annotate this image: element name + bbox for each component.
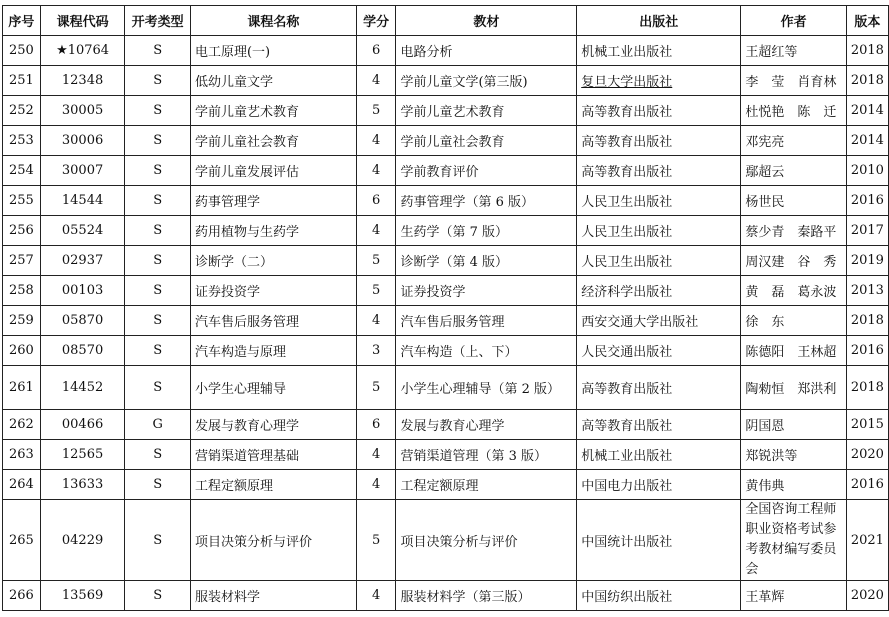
cell-credit: 4 [356,440,396,470]
table-row [3,246,889,276]
cell-credit: 4 [356,470,396,500]
cell-code: 04229 [40,500,125,581]
table-row [3,366,889,410]
cell-type: G [125,410,191,440]
cell-textbook: 汽车售后服务管理 [396,306,577,336]
cell-code: 12348 [40,66,125,96]
cell-type: S [125,336,191,366]
cell-seq: 255 [3,186,41,216]
cell-seq: 252 [3,96,41,126]
cell-type: S [125,440,191,470]
cell-course: 发展与教育心理学 [190,410,356,440]
cell-credit: 3 [356,336,396,366]
course-table [2,5,889,611]
cell-credit: 5 [356,500,396,581]
cell-textbook: 汽车构造（上、下） [396,336,577,366]
cell-year: 2018 [846,66,888,96]
cell-code: 08570 [40,336,125,366]
cell-seq: 261 [3,366,41,410]
table-row [3,186,889,216]
table-row [3,500,889,581]
cell-seq: 264 [3,470,41,500]
cell-textbook: 学前儿童文学(第三版) [396,66,577,96]
cell-type: S [125,36,191,66]
header-course-name: 课程名称 [190,6,356,36]
cell-code: 30007 [40,156,125,186]
table-row [3,410,889,440]
cell-course: 汽车构造与原理 [190,336,356,366]
cell-year: 2018 [846,366,888,410]
cell-type: S [125,186,191,216]
header-course-code: 课程代码 [40,6,125,36]
cell-year: 2021 [846,500,888,581]
table-row [3,336,889,366]
cell-textbook: 营销渠道管理（第 3 版） [396,440,577,470]
cell-seq: 258 [3,276,41,306]
cell-author: 黄伟典 [741,470,846,500]
header-row [3,6,889,36]
cell-type: S [125,581,191,611]
cell-textbook: 证券投资学 [396,276,577,306]
cell-textbook: 诊断学（第 4 版） [396,246,577,276]
cell-year: 2013 [846,276,888,306]
cell-credit: 4 [356,66,396,96]
cell-course: 学前儿童发展评估 [190,156,356,186]
cell-author: 蔡少青 秦路平 [741,216,846,246]
cell-publisher: 高等教育出版社 [577,156,741,186]
cell-seq: 260 [3,336,41,366]
header-edition: 版本 [846,6,888,36]
cell-author: 陈德阳 王林超 [741,336,846,366]
cell-publisher: 高等教育出版社 [577,366,741,410]
cell-seq: 253 [3,126,41,156]
cell-author: 黄 磊 葛永波 [741,276,846,306]
cell-publisher: 中国纺织出版社 [577,581,741,611]
cell-course: 小学生心理辅导 [190,366,356,410]
table-row [3,276,889,306]
cell-seq: 266 [3,581,41,611]
table-row [3,470,889,500]
cell-publisher: 机械工业出版社 [577,440,741,470]
cell-course: 工程定额原理 [190,470,356,500]
cell-author: 王革辉 [741,581,846,611]
cell-year: 2019 [846,246,888,276]
cell-author: 全国咨询工程师职业资格考试参考教材编写委员会 [741,500,846,581]
cell-seq: 251 [3,66,41,96]
cell-credit: 4 [356,581,396,611]
cell-type: S [125,216,191,246]
header-credit: 学分 [356,6,396,36]
cell-seq: 262 [3,410,41,440]
cell-author: 阴国恩 [741,410,846,440]
cell-seq: 256 [3,216,41,246]
cell-year: 2016 [846,470,888,500]
table-row [3,216,889,246]
table-row [3,581,889,611]
cell-credit: 5 [356,366,396,410]
cell-author: 邓宪亮 [741,126,846,156]
cell-code: 30006 [40,126,125,156]
cell-year: 2015 [846,410,888,440]
cell-seq: 265 [3,500,41,581]
cell-credit: 6 [356,36,396,66]
cell-author: 周汉建 谷 秀 [741,246,846,276]
cell-publisher: 机械工业出版社 [577,36,741,66]
cell-type: S [125,156,191,186]
cell-publisher: 中国电力出版社 [577,470,741,500]
cell-code: 14452 [40,366,125,410]
cell-course: 电工原理(一) [190,36,356,66]
cell-credit: 4 [356,126,396,156]
cell-course: 学前儿童社会教育 [190,126,356,156]
cell-publisher: 复旦大学出版社 [577,66,741,96]
cell-type: S [125,246,191,276]
cell-textbook: 学前儿童社会教育 [396,126,577,156]
cell-course: 证券投资学 [190,276,356,306]
cell-code: 02937 [40,246,125,276]
cell-code: 13633 [40,470,125,500]
cell-textbook: 电路分析 [396,36,577,66]
cell-course: 营销渠道管理基础 [190,440,356,470]
cell-seq: 250 [3,36,41,66]
cell-textbook: 生药学（第 7 版） [396,216,577,246]
cell-credit: 5 [356,246,396,276]
cell-seq: 259 [3,306,41,336]
cell-course: 药用植物与生药学 [190,216,356,246]
cell-year: 2016 [846,336,888,366]
cell-credit: 4 [356,306,396,336]
cell-code: 05870 [40,306,125,336]
table-row [3,36,889,66]
cell-code: 30005 [40,96,125,126]
table-row [3,96,889,126]
cell-textbook: 药事管理学（第 6 版） [396,186,577,216]
cell-credit: 5 [356,96,396,126]
cell-course: 学前儿童艺术教育 [190,96,356,126]
cell-publisher: 中国统计出版社 [577,500,741,581]
cell-course: 服装材料学 [190,581,356,611]
cell-year: 2018 [846,36,888,66]
cell-author: 杨世民 [741,186,846,216]
cell-publisher: 人民卫生出版社 [577,216,741,246]
cell-year: 2020 [846,440,888,470]
cell-code: 00103 [40,276,125,306]
cell-credit: 5 [356,276,396,306]
table-row [3,66,889,96]
cell-textbook: 学前教育评价 [396,156,577,186]
cell-code: 00466 [40,410,125,440]
table-row [3,156,889,186]
cell-year: 2020 [846,581,888,611]
cell-year: 2010 [846,156,888,186]
cell-author: 李 莹 肖育林 [741,66,846,96]
cell-year: 2016 [846,186,888,216]
cell-textbook: 项目决策分析与评价 [396,500,577,581]
cell-code: 12565 [40,440,125,470]
header-author: 作者 [741,6,846,36]
cell-seq: 263 [3,440,41,470]
cell-seq: 254 [3,156,41,186]
cell-textbook: 小学生心理辅导（第 2 版） [396,366,577,410]
cell-course: 项目决策分析与评价 [190,500,356,581]
cell-type: S [125,96,191,126]
table-row [3,306,889,336]
cell-course: 诊断学（二） [190,246,356,276]
cell-year: 2018 [846,306,888,336]
cell-author: 杜悦艳 陈 迁 [741,96,846,126]
cell-year: 2014 [846,126,888,156]
cell-course: 汽车售后服务管理 [190,306,356,336]
cell-textbook: 发展与教育心理学 [396,410,577,440]
cell-textbook: 学前儿童艺术教育 [396,96,577,126]
cell-credit: 6 [356,410,396,440]
cell-credit: 6 [356,186,396,216]
header-exam-type: 开考类型 [125,6,191,36]
cell-type: S [125,276,191,306]
cell-type: S [125,66,191,96]
cell-type: S [125,470,191,500]
cell-textbook: 服装材料学（第三版） [396,581,577,611]
cell-course: 低幼儿童文学 [190,66,356,96]
cell-seq: 257 [3,246,41,276]
table-row [3,440,889,470]
table-row [3,126,889,156]
cell-course: 药事管理学 [190,186,356,216]
cell-code: 14544 [40,186,125,216]
cell-type: S [125,306,191,336]
cell-publisher: 高等教育出版社 [577,96,741,126]
cell-code: 13569 [40,581,125,611]
cell-publisher: 西安交通大学出版社 [577,306,741,336]
cell-publisher: 经济科学出版社 [577,276,741,306]
cell-type: S [125,126,191,156]
header-textbook: 教材 [396,6,577,36]
cell-publisher: 人民交通出版社 [577,336,741,366]
cell-publisher: 高等教育出版社 [577,410,741,440]
cell-credit: 4 [356,216,396,246]
cell-publisher: 人民卫生出版社 [577,186,741,216]
cell-author: 徐 东 [741,306,846,336]
cell-author: 陶勑恒 郑洪利 [741,366,846,410]
cell-publisher: 人民卫生出版社 [577,246,741,276]
cell-year: 2014 [846,96,888,126]
cell-author: 郑锐洪等 [741,440,846,470]
header-seq: 序号 [3,6,41,36]
header-publisher: 出版社 [577,6,741,36]
cell-code: ★10764 [40,36,125,66]
cell-credit: 4 [356,156,396,186]
cell-author: 鄢超云 [741,156,846,186]
cell-textbook: 工程定额原理 [396,470,577,500]
cell-type: S [125,366,191,410]
cell-publisher: 高等教育出版社 [577,126,741,156]
cell-code: 05524 [40,216,125,246]
cell-author: 王超红等 [741,36,846,66]
cell-year: 2017 [846,216,888,246]
cell-type: S [125,500,191,581]
